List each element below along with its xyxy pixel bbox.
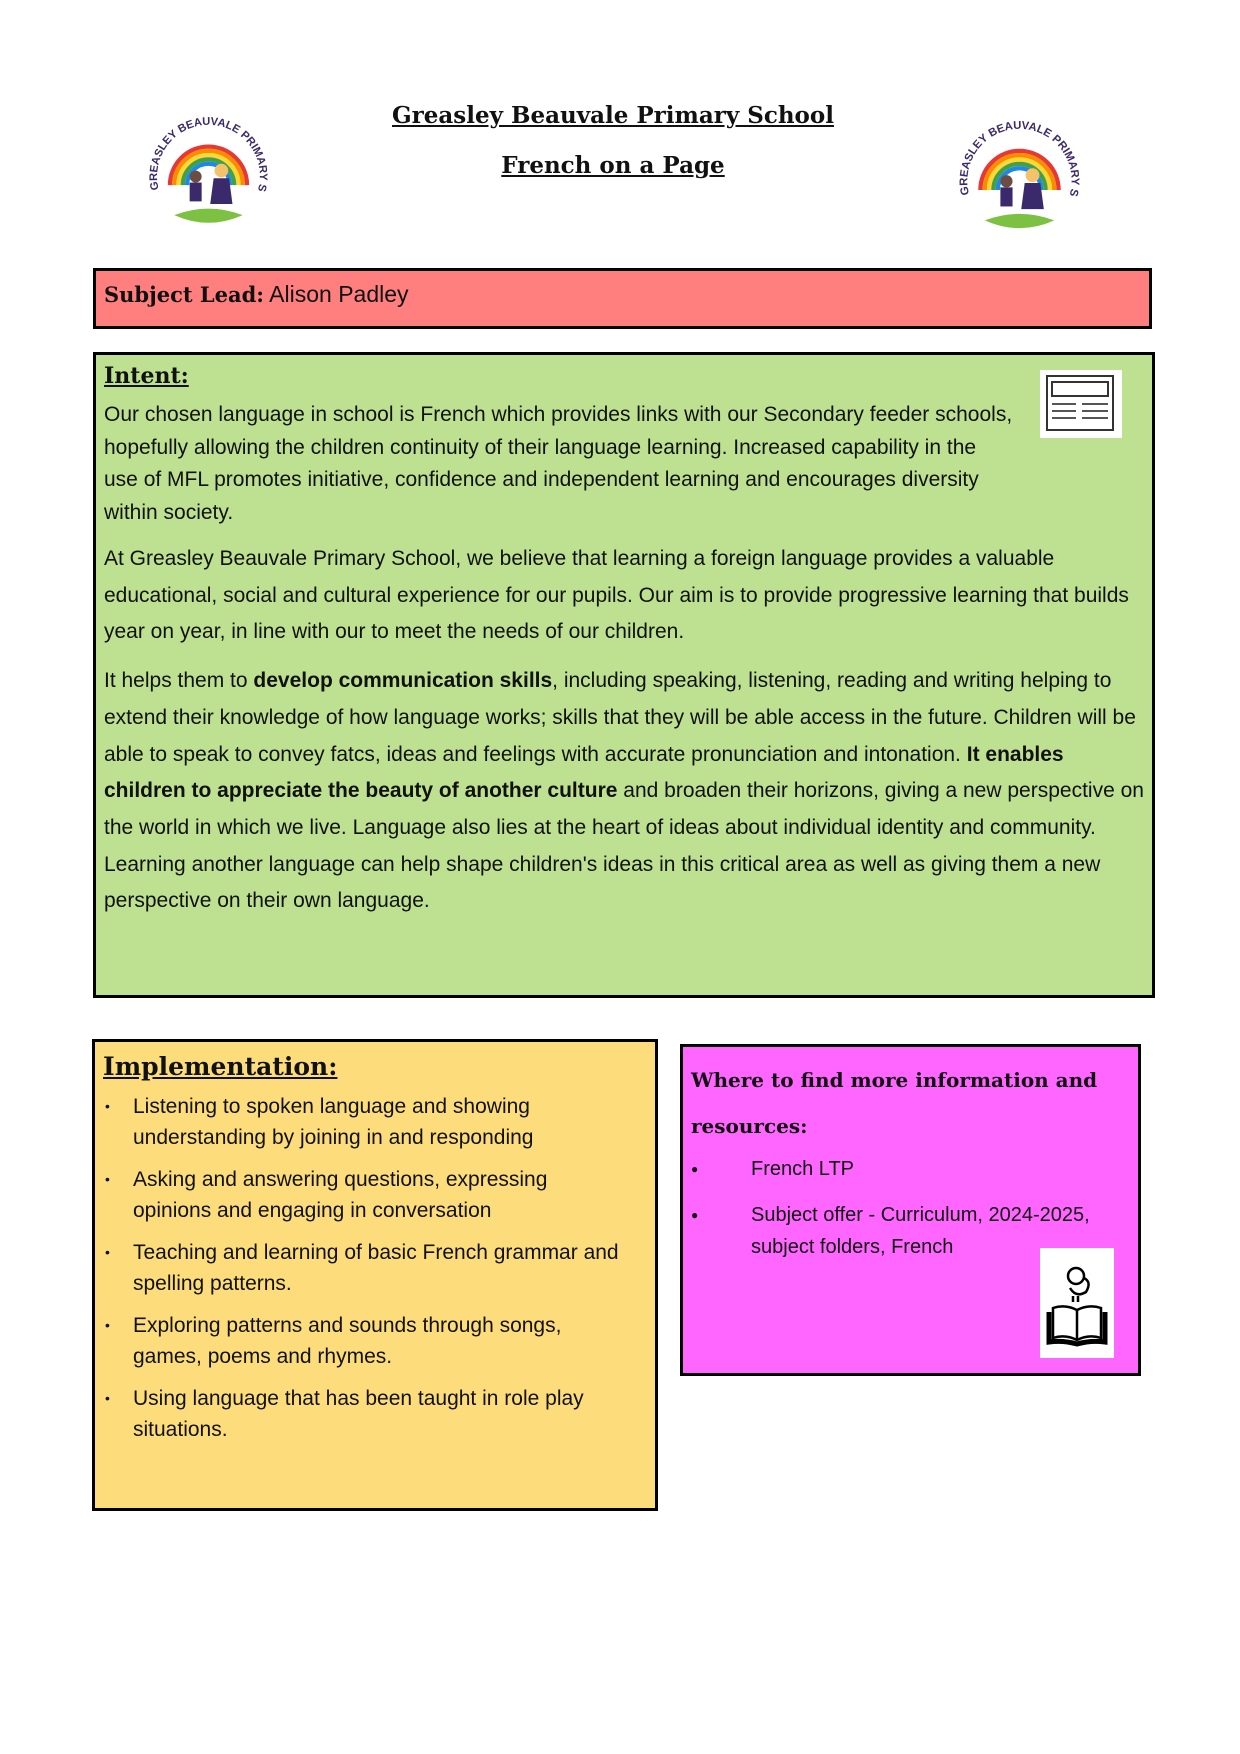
svg-text:GREASLEY BEAUVALE PRIMARY SCHO: GREASLEY BEAUVALE PRIMARY S (958, 119, 1081, 198)
text-run: , including speaking, listening, reading and writing helping to extend their knowledge of how language works; skills that they will be able access in the future. Children will be able to speak to convey fatcs, ideas and feelings with accurate pronunciation and intonation. (104, 669, 1136, 766)
bold-text: develop communication skills (253, 669, 553, 693)
intent-paragraph-3 (104, 663, 1144, 920)
bird-on-book-icon (1040, 1248, 1114, 1358)
implementation-heading: Implementation: (103, 1052, 338, 1081)
subject-lead-box (93, 268, 1152, 329)
intent-paragraph-1: Our chosen language in school is French which provides links with our Secondary feeder schools, hopefully allowing the children continuity of their language learning. Increased capability in the use of MFL promotes initiative, confidence and independent learning and encourages diversity within society. (104, 403, 1013, 524)
list-item: ● Subject offer - Curriculum, 2024-2025, subject folders, French (691, 1199, 1130, 1263)
intent-paragraph-2: At Greasley Beauvale Primary School, we believe that learning a foreign language provides a valuable educational, social and cultural experience for our pupils. Our aim is to provide progressive learning that builds year on year, in line with our to meet the needs of our children. (104, 547, 1129, 644)
svg-text:GREASLEY BEAUVALE PRIMARY SCHO: GREASLEY BEAUVALE PRIMARY S (148, 115, 269, 193)
text-run: It helps them to (104, 669, 254, 693)
newspaper-icon (1040, 370, 1122, 438)
intent-section (93, 352, 1155, 998)
subject-lead-name: Alison Padley (269, 281, 409, 307)
resources-list (691, 1153, 1130, 1263)
list-item: • Asking and answering questions, expressing opinions and engaging in conversation (103, 1164, 647, 1226)
list-item: • Teaching and learning of basic French grammar and spelling patterns. (103, 1237, 647, 1299)
implementation-list (103, 1091, 647, 1445)
bold-text: It enables children to appreciate the beauty of another culture (104, 742, 1064, 803)
list-item: ● French LTP (691, 1153, 1130, 1185)
subject-lead-label: Subject Lead: (104, 282, 265, 307)
school-name: Greasley Beauvale Primary School (392, 102, 834, 129)
text-run: and broaden their horizons, giving a new perspective on the world in which we live. Language also lies at the heart of ideas about individual identity and community. Learning another language can help shape children's ideas in this critical area as well as giving them a new perspective on their own language. (104, 779, 1144, 913)
school-logo-right (950, 98, 1089, 235)
list-item: • Using language that has been taught in role play situations. (103, 1383, 647, 1445)
implementation-section (92, 1039, 658, 1511)
list-item: • Listening to spoken language and showing understanding by joining in and responding (103, 1091, 647, 1153)
school-logo-icon (950, 98, 1089, 235)
resources-heading-line1: Where to find more information and (691, 1068, 1098, 1092)
intent-heading: Intent: (104, 363, 189, 389)
list-item: • Exploring patterns and sounds through songs, games, poems and rhymes. (103, 1310, 647, 1372)
resources-heading-line2: resources: (691, 1114, 808, 1138)
resources-section (680, 1044, 1141, 1376)
page-title: French on a Page (501, 152, 725, 179)
